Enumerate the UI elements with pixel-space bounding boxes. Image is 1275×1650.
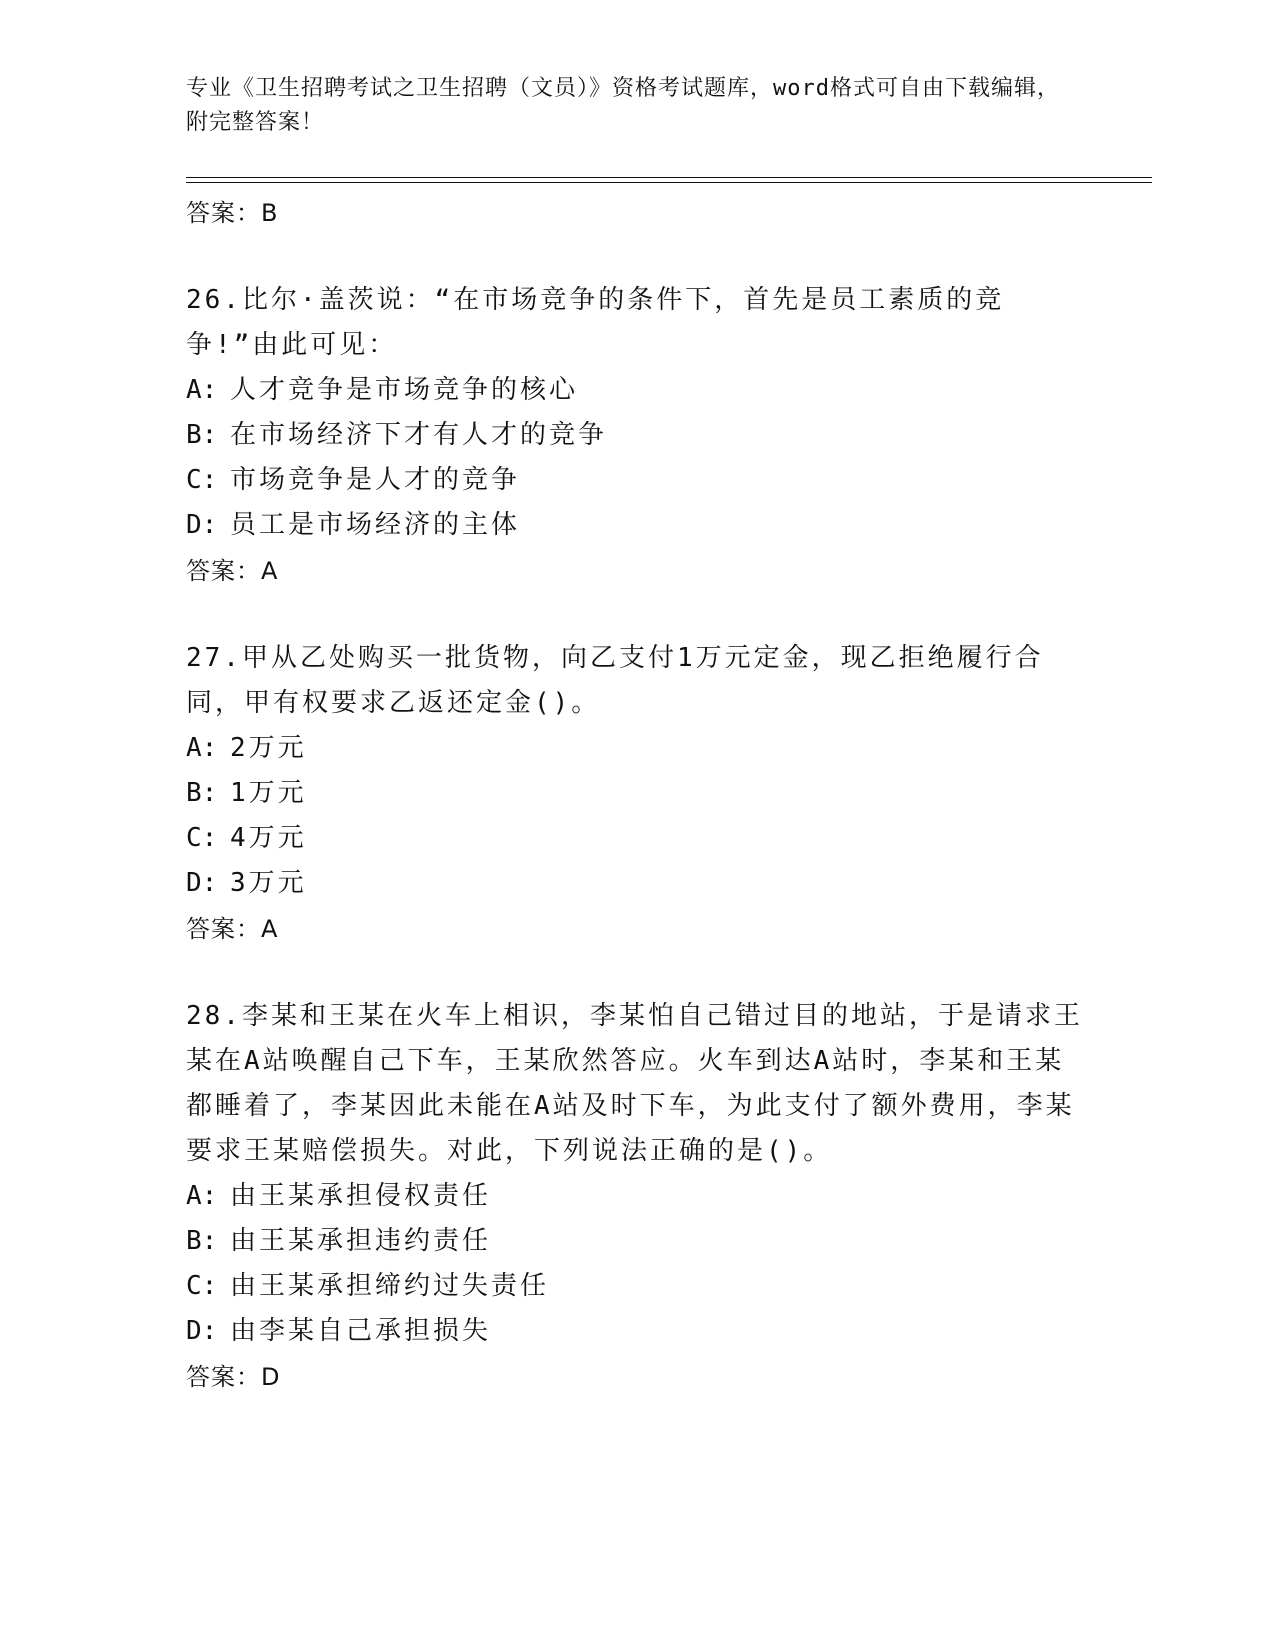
option-text: 由王某承担侵权责任 [230,1181,492,1211]
option-letter: A: [186,375,218,405]
option-text: 人才竞争是市场竞争的核心 [230,375,579,405]
option-text: 4万元 [230,823,307,853]
question-27 [186,636,1086,952]
answer-line: 答案：D [186,1363,281,1391]
option-text: 由王某承担缔约过失责任 [230,1271,550,1301]
header-divider-top [186,177,1152,178]
option-b [186,413,1086,458]
option-text: 员工是市场经济的主体 [230,510,521,540]
option-letter: D: [186,1316,218,1346]
option-b [186,771,1086,816]
option-text: 由王某承担违约责任 [230,1226,492,1256]
option-letter: B: [186,778,218,808]
option-c [186,1264,1086,1309]
question-stem: 26.比尔·盖茨说：“在市场竞争的条件下，首先是员工素质的竞争!”由此可见： [186,285,1005,360]
option-d [186,503,1086,548]
option-text: 市场竞争是人才的竞争 [230,465,521,495]
option-text: 在市场经济下才有人才的竞争 [230,420,608,450]
question-stem: 28.李某和王某在火车上相识，李某怕自己错过目的地站，于是请求王某在A站唤醒自己下车，王某欣然答应。火车到达A站时，李某和王某都睡着了，李某因此未能在A站及时下车，为此支付了额外费用，李某要求王某赔偿损失。对此，下列说法正确的是()。 [186,1001,1083,1166]
option-letter: C: [186,1271,218,1301]
option-c [186,458,1086,503]
document-header [186,72,1076,140]
option-letter: B: [186,420,218,450]
option-c [186,816,1086,861]
question-28 [186,994,1086,1400]
option-d [186,861,1086,906]
question-26 [186,278,1086,594]
option-letter: B: [186,1226,218,1256]
question-list [186,190,1086,1400]
question-stem: 27.甲从乙处购买一批货物，向乙支付1万元定金，现乙拒绝履行合同，甲有权要求乙返还定金()。 [186,643,1044,718]
option-text: 2万元 [230,733,307,763]
option-letter: D: [186,868,218,898]
header-text: 专业《卫生招聘考试之卫生招聘（文员）》资格考试题库，word格式可自由下载编辑，附完整答案！ [186,76,1060,135]
option-d [186,1309,1086,1354]
option-letter: A: [186,1181,218,1211]
option-letter: C: [186,823,218,853]
option-letter: C: [186,465,218,495]
option-letter: D: [186,510,218,540]
answer-line: 答案：A [186,915,279,943]
option-a [186,368,1086,413]
option-b [186,1219,1086,1264]
option-a [186,726,1086,771]
option-text: 1万元 [230,778,307,808]
answer-line: 答案：A [186,557,279,585]
option-text: 由李某自己承担损失 [230,1316,492,1346]
option-letter: A: [186,733,218,763]
option-text: 3万元 [230,868,307,898]
previous-answer: 答案：B [186,199,279,227]
header-divider-bottom [186,182,1152,183]
option-a [186,1174,1086,1219]
